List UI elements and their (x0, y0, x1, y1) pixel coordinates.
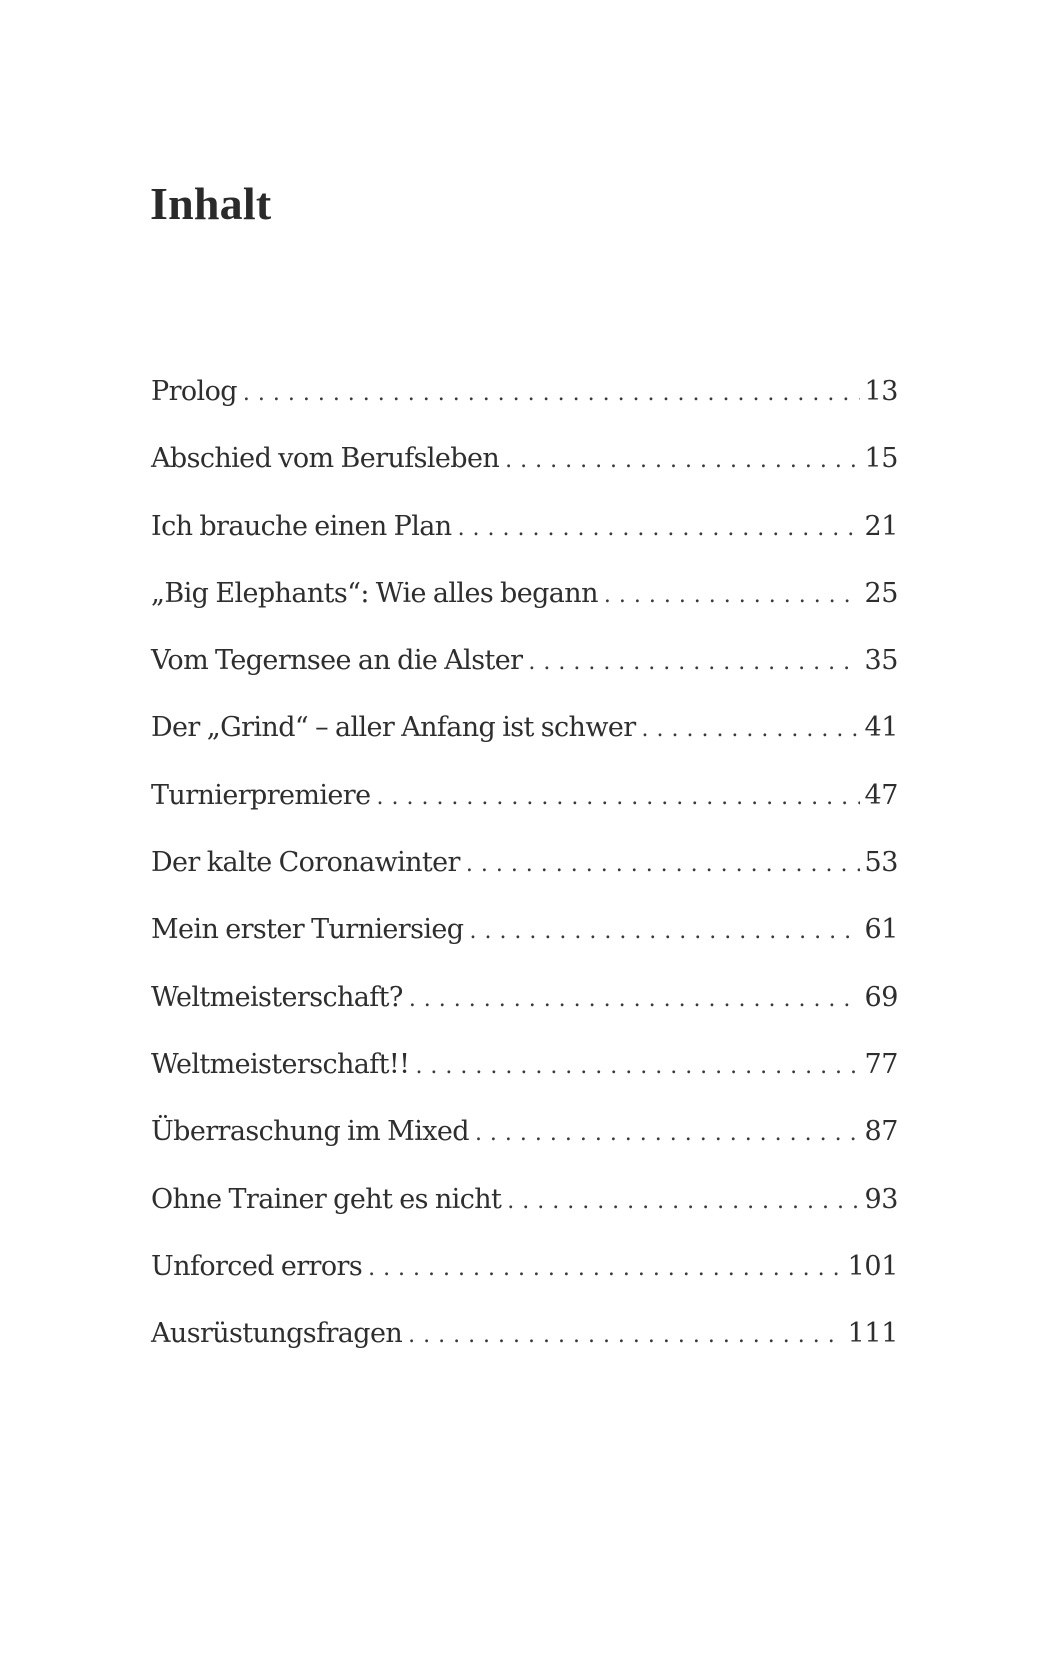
toc-entry-title: Überraschung im Mixed (151, 1116, 469, 1148)
toc-entry (151, 981, 898, 1048)
toc-entry-page: 35 (864, 645, 898, 677)
toc-entry-title: Weltmeisterschaft? (151, 981, 403, 1013)
toc-entry-title: Der kalte Coronawinter (151, 847, 460, 879)
dot-leader (458, 512, 861, 546)
toc-entry-title: Ausrüstungsfragen (151, 1318, 403, 1350)
dot-leader (415, 1050, 860, 1084)
toc-entry (151, 711, 898, 778)
dot-leader (475, 1117, 861, 1151)
dot-leader (408, 1319, 844, 1353)
toc-entry-page: 21 (864, 510, 898, 542)
toc-entry-title: Ohne Trainer geht es nicht (151, 1183, 502, 1215)
toc-entry-title: Vom Tegernsee an die Alster (151, 645, 523, 677)
dot-leader (469, 915, 860, 949)
toc-entry-page: 61 (864, 914, 898, 946)
table-of-contents (151, 375, 898, 1384)
toc-entry (151, 375, 898, 442)
toc-entry (151, 913, 898, 980)
toc-entry (151, 1250, 898, 1317)
toc-entry (151, 510, 898, 577)
toc-entry-page: 93 (864, 1183, 898, 1215)
toc-entry-title: Prolog (151, 376, 237, 407)
toc-entry-page: 111 (847, 1318, 898, 1350)
toc-entry-page: 87 (864, 1116, 898, 1148)
toc-entry-title: Abschied vom Berufsleben (151, 443, 500, 475)
toc-entry (151, 577, 898, 644)
toc-entry-title: „Big Elephants“: Wie alles begann (151, 577, 598, 609)
toc-entry (151, 1317, 898, 1384)
page-title: Inhalt (150, 178, 272, 229)
toc-entry-page: 15 (864, 443, 898, 475)
dot-leader (604, 579, 861, 613)
toc-entry-page: 47 (864, 779, 898, 811)
toc-entry-page: 53 (864, 847, 898, 879)
toc-entry (151, 644, 898, 711)
dot-leader (243, 377, 861, 411)
dot-leader (466, 848, 861, 882)
toc-entry (151, 1048, 898, 1115)
dot-leader (528, 646, 860, 680)
dot-leader (505, 444, 860, 478)
toc-entry-title: Mein erster Turniersieg (151, 914, 464, 946)
dot-leader (409, 983, 861, 1017)
toc-entry (151, 1183, 898, 1250)
dot-leader (642, 713, 861, 747)
toc-entry-page: 69 (864, 981, 898, 1013)
toc-entry-page: 25 (864, 577, 898, 609)
toc-entry (151, 1115, 898, 1182)
toc-entry-title: Turnierpremiere (151, 779, 371, 811)
toc-entry-page: 41 (864, 712, 898, 744)
toc-entry-title: Weltmeisterschaft!! (151, 1048, 410, 1080)
toc-entry-page: 77 (864, 1048, 898, 1080)
toc-entry-title: Unforced errors (151, 1250, 363, 1282)
dot-leader (368, 1252, 844, 1286)
toc-entry-page: 101 (847, 1250, 898, 1282)
dot-leader (507, 1185, 860, 1219)
toc-entry-page: 13 (864, 376, 898, 407)
toc-entry (151, 846, 898, 913)
toc-entry (151, 779, 898, 846)
toc-entry (151, 442, 898, 509)
toc-entry-title: Ich brauche einen Plan (151, 510, 452, 542)
dot-leader (377, 781, 861, 815)
toc-entry-title: Der „Grind“ – aller Anfang ist schwer (151, 712, 636, 744)
